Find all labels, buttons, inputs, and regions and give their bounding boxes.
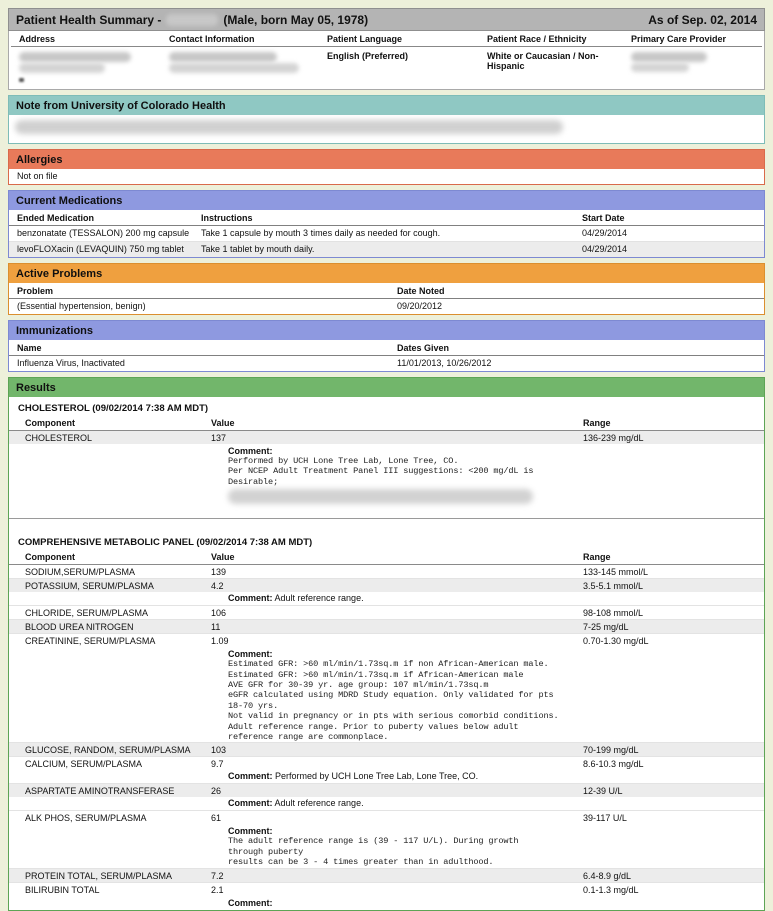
value-cell: 137: [211, 433, 227, 443]
range-cell: 8.6-10.3 mg/dL: [583, 759, 644, 770]
component-cell: CREATININE, SERUM/PLASMA: [25, 636, 156, 647]
value-cell: 4.2: [211, 581, 224, 592]
table-row: [9, 783, 764, 797]
cmp-group: [9, 532, 764, 909]
address-header: Address: [11, 31, 161, 47]
range-cell: 133-145 mmol/L: [583, 567, 649, 578]
cholesterol-group: [9, 398, 764, 519]
comment-line: Performed by UCH Lone Tree Lab, Lone Tree, CO.: [9, 456, 764, 466]
value-column-header: Value: [211, 552, 235, 563]
date-noted-column-header: Date Noted: [397, 286, 445, 296]
comment-label: Comment:: [9, 444, 764, 456]
medications-header: Current Medications: [9, 191, 764, 210]
immunizations-column-headers: [9, 340, 764, 356]
vaccine-name-column-header: Name: [17, 343, 42, 353]
note-content: [9, 115, 764, 143]
value-cell: 61: [211, 813, 222, 824]
comment-line: Estimated GFR: >60 ml/min/1.73sq.m if non African-American male.: [9, 659, 764, 669]
comment-line: Estimated GFR: >60 ml/min/1.73sq.m if African-American male: [9, 670, 764, 680]
range-column-header: Range: [583, 418, 611, 428]
language-value: English (Preferred): [327, 51, 409, 61]
medications-section: [8, 190, 765, 258]
comment-text: Adult reference range.: [274, 798, 364, 809]
medication-column-header: Ended Medication: [17, 213, 95, 223]
pcp-value: [623, 47, 762, 89]
vaccine-name-cell: Influenza Virus, Inactivated: [17, 358, 125, 368]
component-column-header: Component: [25, 418, 75, 428]
comment-text: Adult reference range.: [274, 593, 364, 604]
table-row: [9, 756, 764, 770]
range-cell: 98-108 mmol/L: [583, 608, 644, 619]
problems-table: [9, 283, 764, 314]
redacted-mark: [19, 78, 24, 82]
start-date-cell: 04/29/2014: [582, 228, 628, 238]
value-cell: 11: [211, 622, 221, 633]
address-value: [11, 47, 161, 89]
component-cell: ALK PHOS, SERUM/PLASMA: [25, 813, 147, 824]
comment-line: 18-70 yrs.: [9, 701, 764, 711]
component-cell: POTASSIUM, SERUM/PLASMA: [25, 581, 154, 592]
table-row: [9, 605, 764, 619]
table-row: [9, 431, 764, 444]
table-row: [9, 299, 764, 314]
component-cell: ASPARTATE AMINOTRANSFERASE: [25, 786, 175, 797]
date-noted-cell: 09/20/2012: [397, 301, 443, 311]
dates-given-cell: 11/01/2013, 10/26/2012: [397, 358, 492, 368]
comment-label: Comment:: [228, 593, 273, 604]
redacted-comment-area: [9, 487, 764, 506]
component-cell: GLUCOSE, RANDOM, SERUM/PLASMA: [25, 745, 191, 756]
range-column-header: Range: [583, 552, 611, 563]
component-column-header: Component: [25, 552, 75, 563]
table-row: [9, 226, 764, 241]
redacted-comment-text: [228, 489, 533, 504]
comment-line: eGFR calculated using MDRD Study equation. Only validated for pts: [9, 690, 764, 700]
instructions-column-header: Instructions: [201, 213, 253, 223]
as-of-date: As of Sep. 02, 2014: [648, 12, 757, 27]
value-cell: 106: [211, 608, 227, 619]
range-cell: 7-25 mg/dL: [583, 622, 629, 633]
allergies-header: Allergies: [9, 150, 764, 169]
race-header: Patient Race / Ethnicity: [479, 31, 623, 47]
immunizations-header: Immunizations: [9, 321, 764, 340]
note-section: [8, 95, 765, 144]
start-date-cell: 04/29/2014: [582, 244, 628, 254]
comment-label: Comment:: [228, 798, 273, 809]
range-cell: 6.4-8.9 g/dL: [583, 870, 632, 881]
value-cell: 103: [211, 745, 227, 756]
problems-column-headers: [9, 283, 764, 299]
value-cell: 9.7: [211, 759, 224, 770]
comment-line: The adult reference range is (39 - 117 U/L). During growth: [9, 836, 764, 846]
table-row: [9, 356, 764, 371]
comment-row: [9, 797, 764, 810]
range-cell: 0.70-1.30 mg/dL: [583, 636, 649, 647]
table-row: [9, 241, 764, 257]
contact-value: [161, 47, 319, 89]
table-row: [9, 565, 764, 578]
patient-info-header-row: [9, 31, 764, 47]
patient-info-value-row: [9, 47, 764, 89]
cholesterol-group-heading: CHOLESTEROL (09/02/2014 7:38 AM MDT): [18, 403, 209, 414]
results-header: Results: [9, 378, 764, 397]
redacted-pcp-line1: [631, 52, 707, 62]
range-cell: 3.5-5.1 mmol/L: [583, 581, 644, 592]
component-cell: CHOLESTEROL: [25, 433, 93, 443]
problems-header: Active Problems: [9, 264, 764, 283]
comment-line: through puberty: [9, 847, 764, 857]
instructions-cell: Take 1 tablet by mouth daily.: [201, 244, 315, 254]
page-title: Patient Health Summary -: [16, 12, 162, 27]
component-cell: BLOOD UREA NITROGEN: [25, 622, 134, 633]
contact-header: Contact Information: [161, 31, 319, 47]
comment-line: Desirable;: [9, 477, 764, 487]
header-section: [8, 8, 765, 90]
page-title-demographics: (Male, born May 05, 1978): [223, 12, 369, 27]
results-column-headers: [9, 550, 764, 565]
problem-column-header: Problem: [17, 286, 54, 296]
race-value: White or Caucasian / Non-Hispanic: [487, 51, 599, 71]
value-cell: 2.1: [211, 884, 224, 895]
dates-given-column-header: Dates Given: [397, 343, 450, 353]
results-content: [9, 397, 764, 910]
range-cell: 136-239 mg/dL: [583, 433, 644, 443]
start-date-column-header: Start Date: [582, 213, 625, 223]
medication-name-cell: benzonatate (TESSALON) 200 mg capsule: [17, 228, 190, 238]
comment-line: AVE GFR for 30-39 yr. age group: 107 ml/min/1.73sq.m: [9, 680, 764, 690]
comment-label: Comment:: [9, 896, 764, 908]
range-cell: 39-117 U/L: [583, 813, 627, 824]
comment-row: [9, 770, 764, 783]
value-cell: 1.09: [211, 636, 229, 647]
component-cell: CALCIUM, SERUM/PLASMA: [25, 759, 143, 770]
redacted-address-line2: [19, 63, 105, 73]
medications-table: [9, 210, 764, 257]
language-header: Patient Language: [319, 31, 479, 47]
comment-text: Performed by UCH Lone Tree Lab, Lone Tree, CO.: [275, 771, 479, 782]
redacted-pcp-line2: [631, 63, 689, 72]
component-cell: PROTEIN TOTAL, SERUM/PLASMA: [25, 870, 173, 881]
component-cell: BILIRUBIN TOTAL: [25, 884, 100, 895]
allergies-section: [8, 149, 765, 185]
redacted-contact-line2: [169, 63, 299, 73]
comment-label: Comment:: [9, 824, 764, 836]
comment-line: Per NCEP Adult Treatment Panel III suggestions: <200 mg/dL is: [9, 466, 764, 476]
comment-label: Comment:: [228, 771, 273, 782]
table-row: [9, 578, 764, 592]
value-cell: 7.2: [211, 870, 224, 881]
allergies-value: Not on file: [9, 169, 764, 184]
table-row: [9, 633, 764, 647]
comment-row: [9, 592, 764, 605]
medication-name-cell: levoFLOXacin (LEVAQUIN) 750 mg tablet: [17, 244, 184, 254]
comment-line: Adult reference range. Prior to puberty values below adult: [9, 722, 764, 732]
range-cell: 0.1-1.3 mg/dL: [583, 884, 639, 895]
table-row: [9, 619, 764, 633]
results-section: [8, 377, 765, 911]
component-cell: SODIUM,SERUM/PLASMA: [25, 567, 136, 578]
instructions-cell: Take 1 capsule by mouth 3 times daily as needed for cough.: [201, 228, 441, 238]
cmp-group-heading: COMPREHENSIVE METABOLIC PANEL (09/02/2014 7:38 AM MDT): [18, 537, 313, 549]
table-row: [9, 810, 764, 824]
problems-section: [8, 263, 765, 315]
immunizations-table: [9, 340, 764, 371]
comment-label: Comment:: [9, 647, 764, 659]
redacted-patient-name: [166, 14, 218, 26]
range-cell: 70-199 mg/dL: [583, 745, 639, 756]
range-cell: 12-39 U/L: [583, 786, 623, 797]
pcp-header: Primary Care Provider: [623, 31, 762, 47]
redacted-contact-line1: [169, 52, 277, 62]
component-cell: CHLORIDE, SERUM/PLASMA: [25, 608, 149, 619]
table-row: [9, 882, 764, 896]
value-cell: 26: [211, 786, 222, 797]
medications-column-headers: [9, 210, 764, 226]
immunizations-section: [8, 320, 765, 372]
comment-line: results can be 3 - 4 times greater than in adulthood.: [9, 857, 764, 867]
problem-cell: (Essential hypertension, benign): [17, 301, 146, 311]
value-column-header: Value: [211, 418, 235, 428]
redacted-address-line1: [19, 52, 131, 62]
comment-line: reference range are commonplace.: [9, 732, 764, 742]
results-column-headers: [9, 416, 764, 431]
comment-line: Not valid in pregnancy or in pts with serious comorbid conditions.: [9, 711, 764, 721]
table-row: [9, 868, 764, 882]
patient-info-box: [8, 31, 765, 90]
value-cell: 139: [211, 567, 227, 578]
redacted-note-text: [15, 120, 563, 134]
note-header: Note from University of Colorado Health: [9, 96, 764, 115]
page-title-bar: [8, 8, 765, 31]
table-row: [9, 742, 764, 756]
